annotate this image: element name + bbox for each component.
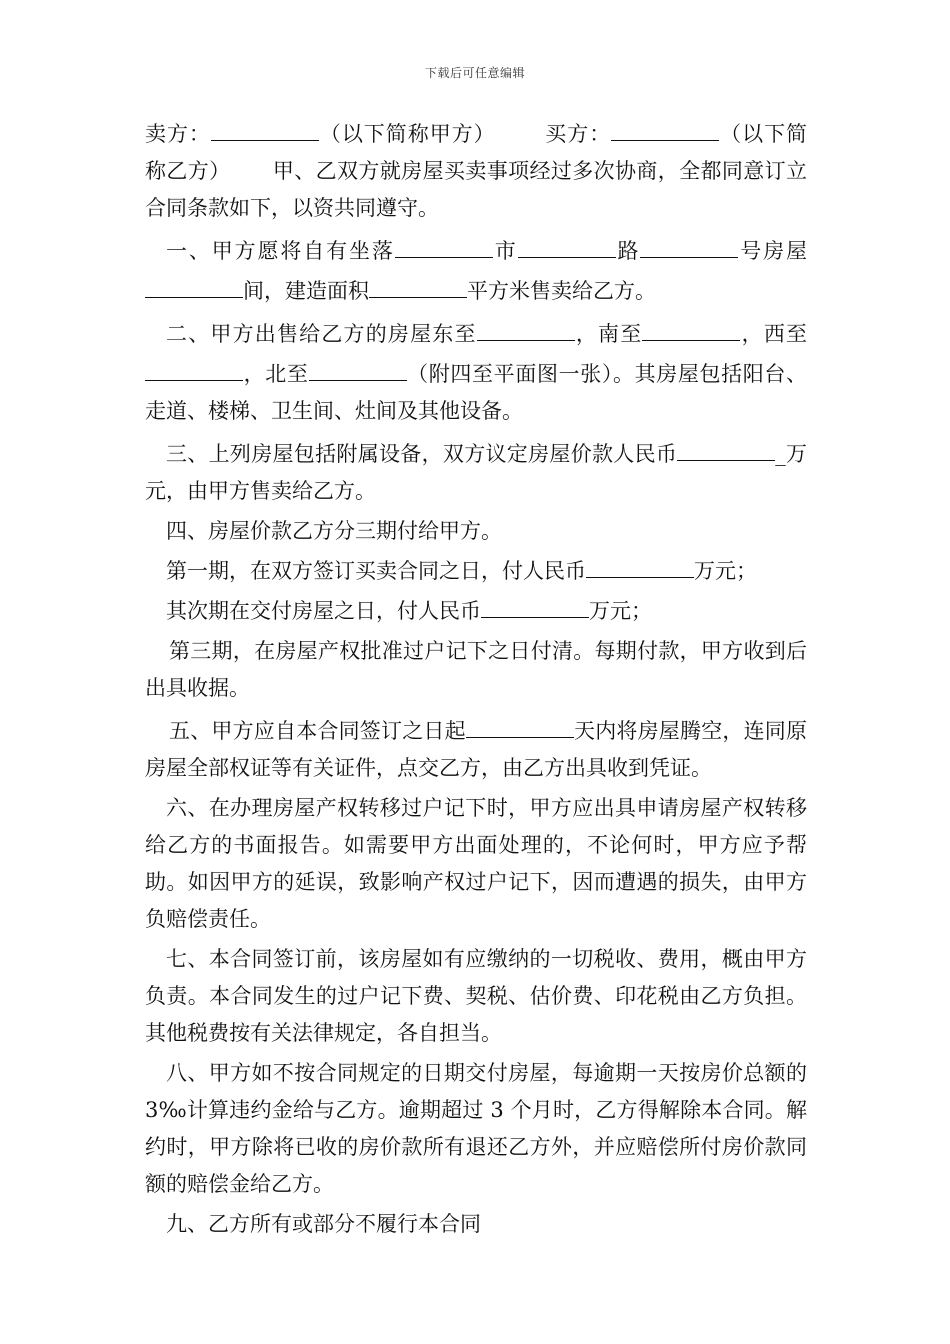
payment-second bbox=[145, 590, 807, 630]
seller-abbrev-text: （以下简称甲方） bbox=[318, 122, 496, 146]
clause-2-text-a: 二、甲方出售给乙方的房屋东至 bbox=[166, 322, 477, 346]
clause-5 bbox=[145, 710, 807, 787]
buyer-abbrev-text: （以下简称乙方） bbox=[145, 122, 808, 183]
clause-8: 八、甲方如不按合同规定的日期交付房屋，每逾期一天按房价总额的 3‰计算违约金给与乙方。逾期超过 3 个月时，乙方得解除本合同。解约时，甲方除将已收的房价款所有退还乙方外，并应赔偿所付房价款同额的赔偿金给乙方。 bbox=[145, 1061, 807, 1196]
house-number-blank[interactable] bbox=[640, 230, 738, 258]
clause-1-text-c: 路 bbox=[615, 239, 641, 263]
paragraph-parties bbox=[145, 113, 807, 227]
clause-1-text-e: 间，建造面积 bbox=[243, 279, 369, 303]
west-boundary-blank[interactable] bbox=[145, 353, 243, 381]
first-payment-blank[interactable] bbox=[586, 550, 694, 578]
east-boundary-blank[interactable] bbox=[477, 313, 575, 341]
clause-7: 七、本合同签订前，该房屋如有应缴纳的一切税收、费用，概由甲方负责。本合同发生的过户记下费、契税、估价费、印花税由乙方负担。其他税费按有关法律规定，各自担当。 bbox=[145, 947, 807, 1045]
payment-first bbox=[145, 550, 807, 590]
vacate-days-blank[interactable] bbox=[466, 710, 574, 738]
buyer-name-blank[interactable] bbox=[611, 113, 719, 141]
clause-1-text-f: 平方米售卖给乙方。 bbox=[467, 279, 656, 303]
clause-1 bbox=[145, 230, 807, 310]
clause-2-text-c: ，西至 bbox=[740, 322, 808, 346]
room-count-blank[interactable] bbox=[145, 270, 243, 298]
south-boundary-blank[interactable] bbox=[642, 313, 740, 341]
clause-1-text-b: 市 bbox=[492, 239, 518, 263]
clause-9: 九、乙方所有或部分不履行本合同 bbox=[166, 1212, 481, 1236]
price-blank[interactable] bbox=[677, 433, 775, 461]
clause-2-text-b: ，南至 bbox=[574, 322, 643, 346]
clause-2-text-e: （附四至平面图一张）。其房屋包括阳台、走道、楼梯、卫生间、灶间及其他设备。 bbox=[145, 362, 808, 423]
area-blank[interactable] bbox=[369, 270, 467, 298]
clause-3-text-a: 三、上列房屋包括附属设备，双方议定房屋价款人民币 bbox=[166, 442, 678, 466]
clause-2 bbox=[145, 313, 807, 430]
clause-5-text-a: 五、甲方应自本合同签订之日起 bbox=[169, 719, 466, 743]
clause-1-text-a: 一、甲方愿将自有坐落 bbox=[166, 239, 395, 263]
north-boundary-blank[interactable] bbox=[309, 353, 407, 381]
clause-3 bbox=[145, 433, 807, 510]
payment-third: 第三期，在房屋产权批准过户记下之日付清。每期付款，甲方收到后出具收据。 bbox=[145, 639, 807, 700]
clause-2-text-d: ，北至 bbox=[243, 362, 309, 386]
clause-6: 六、在办理房屋产权转移过户记下时，甲方应出具申请房屋产权转移给乙方的书面报告。如需要甲方出面处理的，不论何时，甲方应予帮助。如因甲方的延误，致影响产权过户记下，因而遭遇的损失，由甲方负赔偿责任。 bbox=[145, 796, 807, 931]
clause-1-text-d: 号房屋 bbox=[738, 239, 808, 263]
seller-name-blank[interactable] bbox=[211, 113, 319, 141]
second-payment-blank[interactable] bbox=[481, 590, 589, 618]
city-blank[interactable] bbox=[395, 230, 493, 258]
road-blank[interactable] bbox=[518, 230, 616, 258]
seller-label: 卖方： bbox=[145, 122, 211, 146]
payment-first-unit: 万元； bbox=[694, 559, 757, 583]
payment-second-unit: 万元； bbox=[589, 599, 652, 623]
payment-first-text: 第一期，在双方签订买卖合同之日，付人民币 bbox=[166, 559, 586, 583]
clause-3-text-b: _万元，由甲方售卖给乙方。 bbox=[145, 442, 808, 503]
preamble-text: 甲、乙双方就房屋买卖事项经过多次协商，全都同意订立合同条款如下，以资共同遵守。 bbox=[145, 159, 808, 220]
clause-4: 四、房屋价款乙方分三期付给甲方。 bbox=[166, 519, 502, 543]
buyer-label: 买方： bbox=[545, 122, 612, 146]
payment-second-text: 其次期在交付房屋之日，付人民币 bbox=[166, 599, 481, 623]
contract-body bbox=[145, 113, 807, 1243]
page-header-note: 下载后可任意编辑 bbox=[424, 66, 525, 80]
clause-5-text-b: 天内将房屋腾空，连同原房屋全部权证等有关证件，点交乙方，由乙方出具收到凭证。 bbox=[145, 719, 808, 780]
